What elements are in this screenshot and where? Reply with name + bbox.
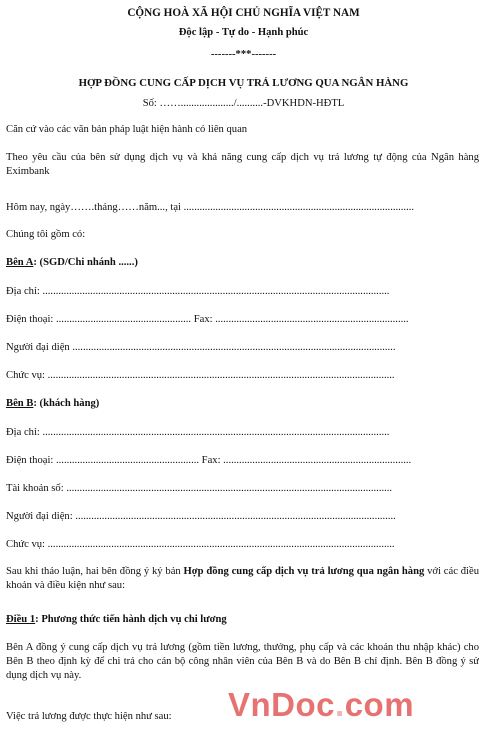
party-a-representative: Người đại diện .......................................................................................................................... <box>6 342 396 353</box>
motto: Độc lập - Tự do - Hạnh phúc <box>178 27 309 38</box>
article-1-body: Bên A đồng ý cung cấp dịch vụ trả lương (gồm tiền lương, thưởng, phụ cấp và các khoản thu nhập khác) cho Bên B theo định kỳ để chi trả cho cán bộ công nhân viên của Bên B và do Bên B chỉ định. Bên B đồng ý sử dụng dịch vụ này. <box>6 642 479 681</box>
party-b-address: Địa chỉ: ................................................................................................................................... <box>6 427 390 438</box>
article-1-title: : Phương thức tiến hành dịch vụ chi lương <box>35 614 227 625</box>
party-a-phone: Điện thoại: ................................................... Fax: ......................................................................... <box>6 314 409 325</box>
contract-title: HỢP ĐỒNG CUNG CẤP DỊCH VỤ TRẢ LƯƠNG QUA NGÂN HÀNG <box>78 77 409 89</box>
date-place-line: Hôm nay, ngày…….tháng……năm..., tại ....................................................................................... <box>6 202 415 213</box>
party-a-label-suffix: : (SGD/Chi nhánh ......) <box>33 257 138 268</box>
separator: -------***------- <box>210 49 277 60</box>
request-paragraph: Theo yêu cầu của bên sử dụng dịch vụ và khả năng cung cấp dịch vụ trả lương tự động của Ngân hàng Eximbank <box>6 152 479 177</box>
party-b-account: Tài khoản số: ........................................................................................................................... <box>6 483 393 494</box>
watermark-left: VnDoc <box>228 686 336 723</box>
party-b-label: Bên B <box>6 398 34 409</box>
party-b-heading <box>6 397 479 411</box>
watermark-right: com <box>344 686 415 723</box>
parties-intro: Chúng tôi gồm có: <box>6 229 86 240</box>
contract-number: Số: ……..................../..........-DVKHDN-HĐTL <box>142 98 345 109</box>
article-1-next: Việc trả lương được thực hiện như sau: <box>6 711 172 722</box>
watermark-dot: . <box>335 686 345 723</box>
party-a-heading <box>6 256 479 270</box>
agreement-prefix: Sau khi thảo luận, hai bên đồng ý ký bản <box>6 566 184 577</box>
country-heading: CỘNG HOÀ XÃ HỘI CHỦ NGHĨA VIỆT NAM <box>127 7 360 19</box>
agreement-suffix: với các điều khoản và điều kiện như sau: <box>6 566 479 591</box>
party-b-label-suffix: : (khách hàng) <box>33 398 100 409</box>
article-1-heading <box>6 613 479 627</box>
party-b-position: Chức vụ: ................................................................................................................................... <box>6 539 395 550</box>
party-a-address: Địa chỉ: ................................................................................................................................... <box>6 286 390 297</box>
vndoc-watermark <box>228 686 414 724</box>
party-b-phone: Điện thoại: ...................................................... Fax: ....................................................................... <box>6 455 412 466</box>
party-a-label: Bên A <box>6 257 34 268</box>
legal-basis: Căn cứ vào các văn bản pháp luật hiện hành có liên quan <box>6 124 248 135</box>
party-a-position: Chức vụ: ................................................................................................................................... <box>6 370 395 381</box>
article-1-label: Điều 1 <box>6 614 36 625</box>
party-b-representative: Người đại diện: ......................................................................................................................... <box>6 511 396 522</box>
agreement-paragraph <box>6 565 479 595</box>
agreement-contract-name: Hợp đồng cung cấp dịch vụ trả lương qua ngân hàng <box>183 566 425 577</box>
